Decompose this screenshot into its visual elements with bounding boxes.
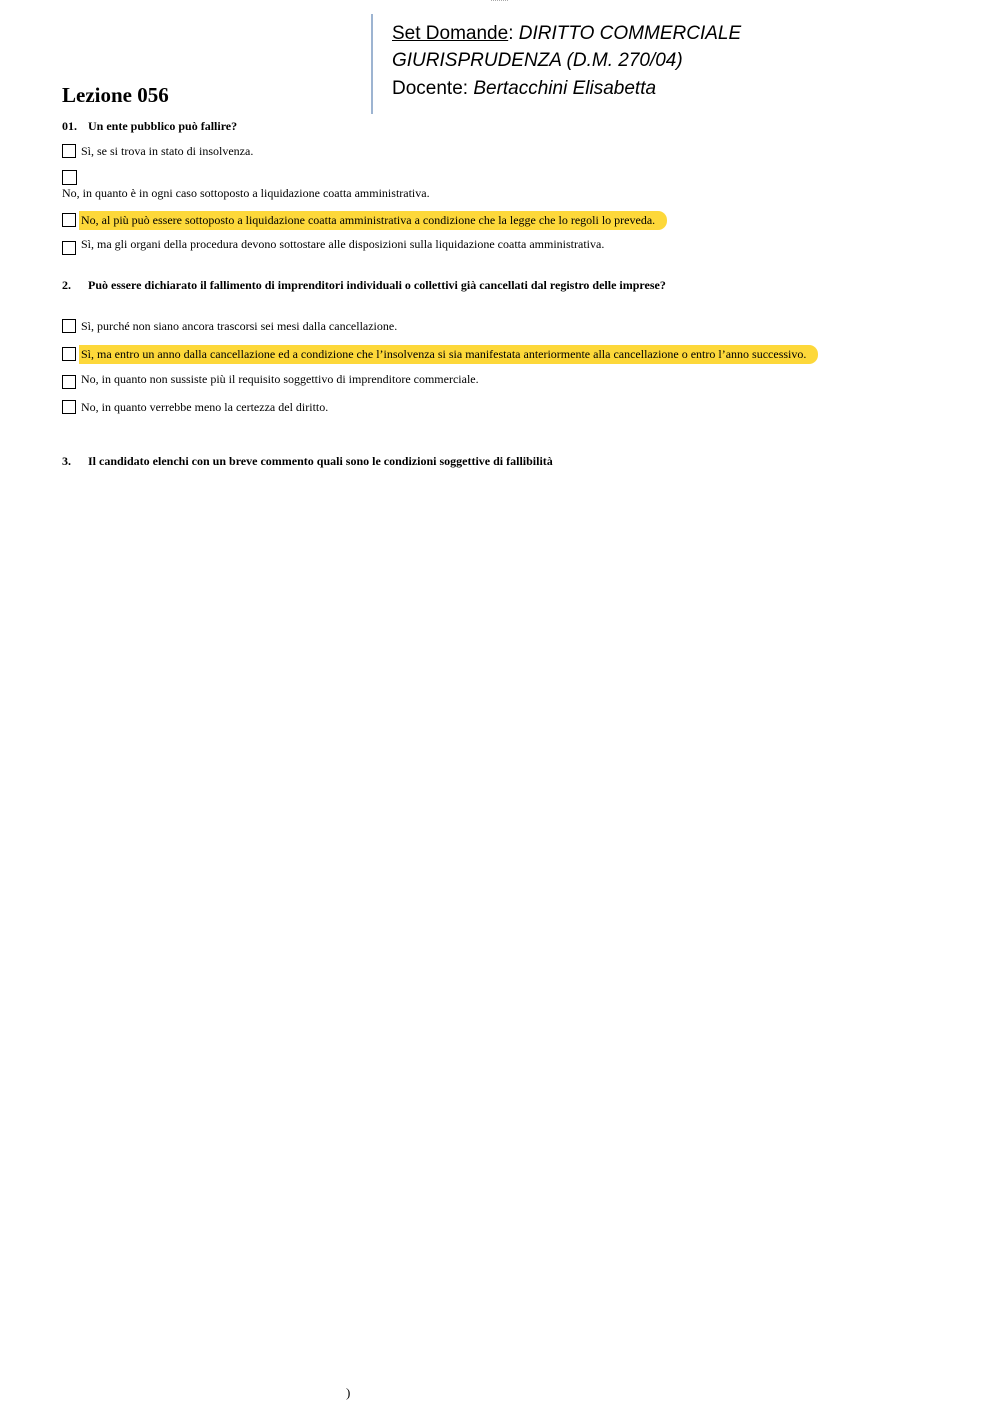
checkbox[interactable]: [62, 400, 76, 414]
lesson-title: Lezione 056: [62, 83, 169, 107]
course-name: DIRITTO COMMERCIALE: [518, 23, 742, 44]
checkbox[interactable]: [62, 375, 76, 389]
option-text: No, in quanto verrebbe meno la certezza del diritto.: [81, 399, 329, 414]
top-margin-mark: [491, 0, 508, 2]
option-text: No, in quanto è in ogni caso sottoposto a liquidazione coatta amministrativa.: [62, 185, 430, 200]
question-1-text: Un ente pubblico può fallire?: [88, 119, 238, 133]
footer-mark: ): [346, 1385, 351, 1400]
question-2-option-3[interactable]: [62, 369, 481, 389]
header-course-line2: GIURISPRUDENZA (D.M. 270/04): [392, 50, 683, 71]
set-label: Set Domande: [392, 23, 509, 44]
checkbox[interactable]: [62, 144, 76, 158]
set-separator: :: [508, 23, 519, 44]
option-text: Sì, se si trova in stato di insolvenza.: [81, 143, 254, 158]
question-2-option-1[interactable]: [62, 316, 399, 336]
question-1-option-2[interactable]: [62, 183, 430, 203]
header-teacher-line: [392, 76, 656, 102]
option-text-highlighted: No, al più può essere sottoposto a liquidazione coatta amministrativa a condizione che la legge che lo regoli lo preveda.: [79, 211, 667, 230]
checkbox[interactable]: [62, 241, 76, 255]
question-2-number: 2.: [62, 278, 71, 292]
header-set-line: [392, 21, 741, 47]
header-divider: [371, 14, 373, 114]
question-3-title: [62, 454, 553, 469]
option-text: No, in quanto non sussiste più il requisito soggettivo di imprenditore commerciale.: [81, 371, 479, 386]
question-2-option-2[interactable]: [62, 344, 818, 364]
option-text: Sì, purché non siano ancora trascorsi sei mesi dalla cancellazione.: [81, 318, 398, 333]
question-1-number: 01.: [62, 119, 77, 133]
checkbox[interactable]: [62, 347, 76, 361]
teacher-name: Bertacchini Elisabetta: [473, 78, 657, 99]
question-3-number: 3.: [62, 454, 71, 468]
question-3-text: Il candidato elenchi con un breve commento quali sono le condizioni soggettive di fallibilità: [88, 454, 553, 468]
teacher-label: Docente:: [392, 78, 474, 99]
question-1-option-1[interactable]: [62, 141, 255, 161]
question-2-text: Può essere dichiarato il fallimento di imprenditori individuali o collettivi già cancellati dal registro delle imprese?: [88, 278, 666, 292]
checkbox[interactable]: [62, 213, 76, 227]
question-2-option-4[interactable]: [62, 397, 330, 417]
question-1-option-4[interactable]: [62, 234, 606, 254]
option-text-highlighted: Sì, ma entro un anno dalla cancellazione ed a condizione che l’insolvenza si sia manifestata anteriormente alla cancellazione o entro l’anno successivo.: [79, 345, 818, 364]
question-2-title: [62, 278, 666, 293]
question-1-title: [62, 119, 237, 134]
option-text: Sì, ma gli organi della procedura devono sottostare alle disposizioni sulla liquidazione coatta amministrativa.: [81, 236, 605, 251]
question-1-option-3[interactable]: [62, 210, 667, 230]
checkbox[interactable]: [62, 319, 76, 333]
